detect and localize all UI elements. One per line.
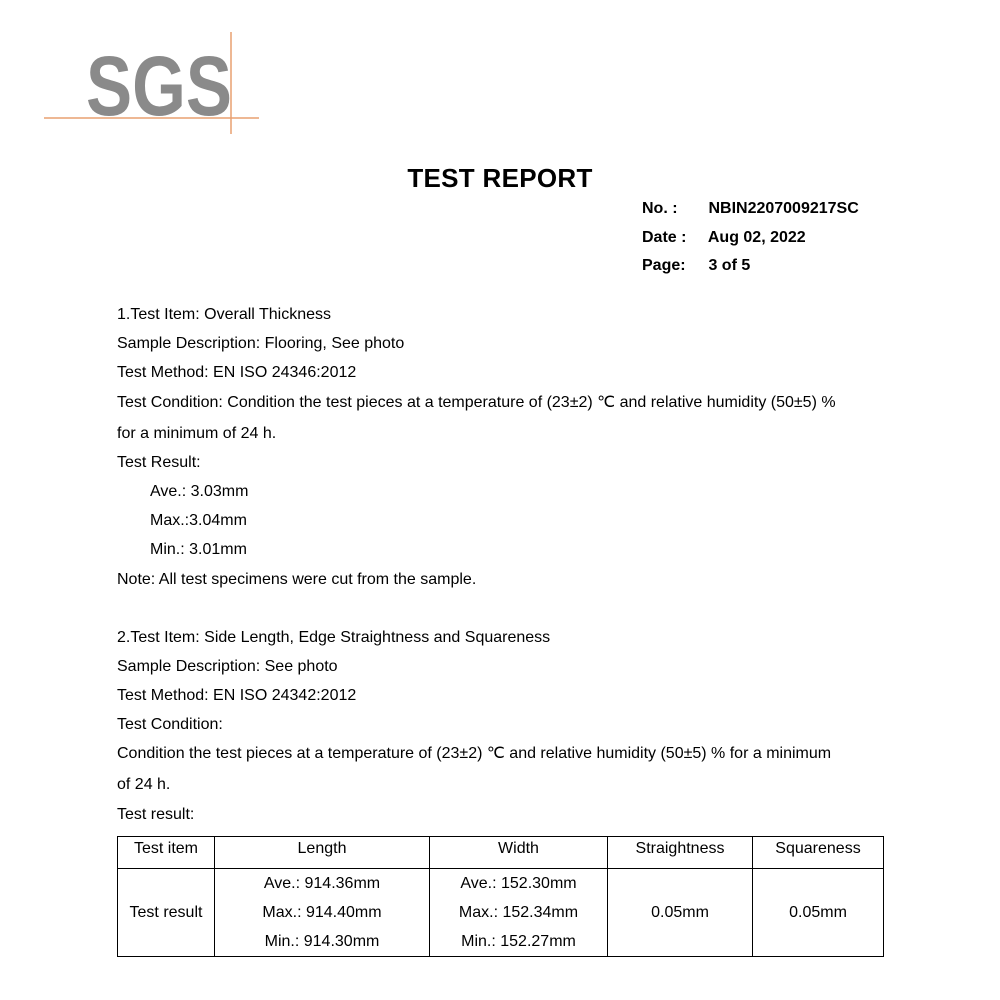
section1-sample-description: Sample Description: Flooring, See photo	[117, 335, 405, 353]
section1-result-min: Min.: 3.01mm	[150, 541, 247, 559]
squareness-value: 0.05mm	[753, 869, 884, 957]
section1-result-ave: Ave.: 3.03mm	[150, 482, 249, 500]
straightness-value: 0.05mm	[608, 869, 753, 957]
report-date-row	[642, 227, 859, 256]
sgs-logo-graphic	[44, 30, 264, 136]
section2-sample-description: Sample Description: See photo	[117, 657, 338, 675]
table-header-row	[118, 837, 884, 869]
report-page-label: Page:	[642, 257, 686, 274]
section1-test-condition-cont: for a minimum of 24 h.	[117, 424, 277, 442]
sgs-logo-text: SGS	[86, 39, 232, 133]
section2-test-condition: Condition the test pieces at a temperature of (23±2) ℃ and relative humidity (50±5) % for a minimum	[117, 745, 832, 763]
section2-test-method: Test Method: EN ISO 24342:2012	[117, 687, 357, 705]
header-straightness: Straightness	[608, 837, 753, 869]
header-width: Width	[430, 837, 608, 869]
width-cell	[430, 869, 608, 957]
length-min: Min.: 914.30mm	[264, 933, 380, 950]
section1-test-item: 1.Test Item: Overall Thickness	[117, 306, 331, 323]
section2-test-item: 2.Test Item: Side Length, Edge Straightness and Squareness	[117, 628, 551, 646]
section-gap	[117, 597, 836, 626]
section2-test-condition-cont: of 24 h.	[117, 776, 171, 794]
row-label: Test result	[118, 869, 215, 957]
length-max: Max.: 914.40mm	[262, 904, 382, 921]
sgs-logo	[44, 30, 264, 136]
section1-result-max: Max.:3.04mm	[150, 512, 247, 530]
report-meta	[642, 198, 859, 284]
report-body	[117, 303, 836, 832]
section1-test-condition: Test Condition: Condition the test pieces at a temperature of (23±2) ℃ and relative humidity (50±5) %	[117, 393, 836, 411]
section1-note: Note: All test specimens were cut from the sample.	[117, 570, 477, 588]
header-squareness: Squareness	[753, 837, 884, 869]
width-max: Max.: 152.34mm	[458, 904, 579, 921]
width-ave: Ave.: 152.30mm	[460, 875, 577, 892]
report-date-label: Date :	[642, 228, 687, 246]
header-length: Length	[215, 837, 430, 869]
report-date-value: Aug 02, 2022	[707, 228, 806, 246]
section2-condition-label: Test Condition:	[117, 716, 223, 734]
section1-result-label: Test Result:	[117, 453, 201, 471]
report-number-value: NBIN2207009217SC	[708, 200, 859, 217]
report-number-row	[642, 198, 859, 227]
results-table	[117, 836, 884, 957]
section1-test-method: Test Method: EN ISO 24346:2012	[117, 364, 357, 382]
length-cell	[215, 869, 430, 957]
report-title: TEST REPORT	[407, 163, 593, 193]
length-ave: Ave.: 914.36mm	[263, 875, 381, 892]
report-page-row	[642, 255, 859, 284]
report-number-label: No. :	[642, 200, 678, 217]
width-min: Min.: 152.27mm	[461, 933, 576, 950]
report-page-value: 3 of 5	[708, 257, 751, 274]
section2-result-label: Test result:	[117, 805, 195, 823]
header-test-item: Test item	[118, 837, 215, 869]
table-row	[118, 869, 884, 957]
